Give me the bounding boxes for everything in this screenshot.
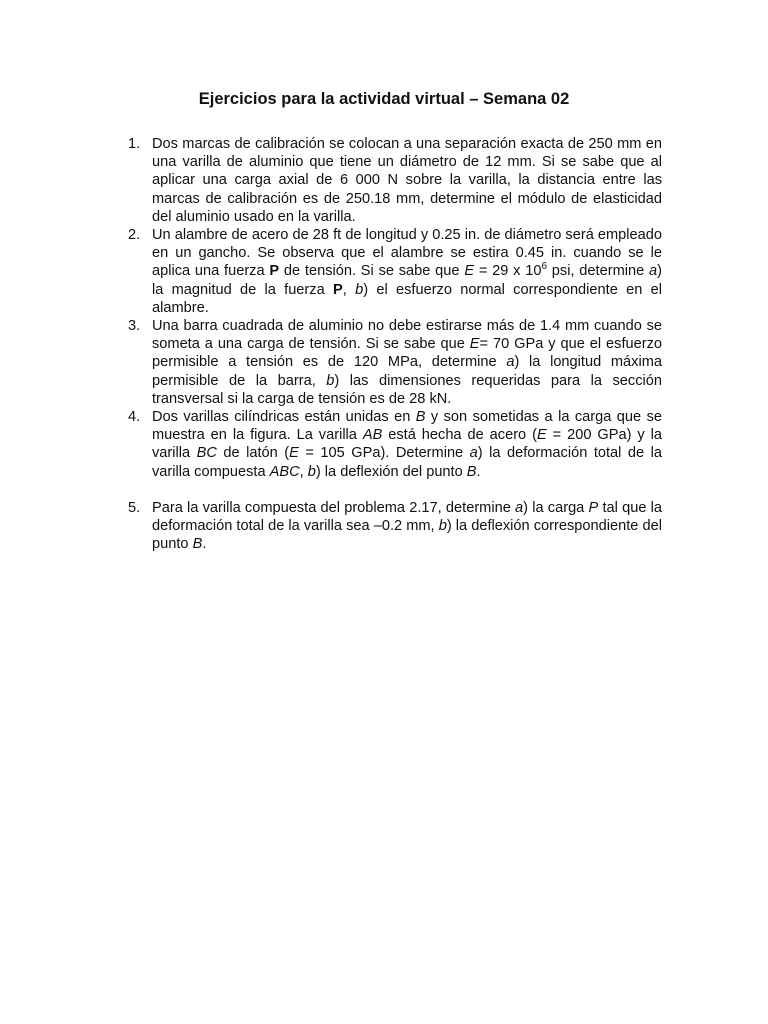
text-run: ) la magnitud de la fuerza bbox=[152, 263, 662, 298]
text-run-italic: B bbox=[415, 409, 426, 426]
text-run: , bbox=[342, 281, 356, 298]
exercise-text bbox=[152, 318, 662, 407]
text-run-italic: P bbox=[588, 499, 599, 516]
text-run-bold: P bbox=[333, 281, 343, 298]
text-run: . bbox=[476, 463, 481, 480]
exercise-1 bbox=[122, 135, 662, 226]
text-run-bold: P bbox=[269, 263, 280, 280]
text-run-italic: a bbox=[469, 445, 478, 462]
exercise-2 bbox=[122, 226, 662, 317]
exercise-5 bbox=[122, 499, 662, 554]
text-run: = 29 x 10 bbox=[474, 263, 542, 280]
text-run: de tensión. Si se sabe que bbox=[279, 263, 465, 280]
text-run-italic: a bbox=[515, 499, 524, 516]
text-run-italic: E bbox=[464, 263, 475, 280]
exercise-number: 1. bbox=[128, 136, 141, 152]
text-run-italic: E bbox=[289, 445, 299, 462]
text-run: de latón ( bbox=[216, 445, 290, 462]
text-run: , bbox=[299, 463, 308, 480]
exponent: 6 bbox=[541, 260, 548, 272]
text-run: Un alambre de acero de 28 ft de longitud y 0.25 in. de diámetro será empleado en un gancho. Se observa que el alambre se estira 0.45 in. cuando se le aplica una fuerza bbox=[152, 227, 662, 280]
text-run: Una barra cuadrada de aluminio no debe estirarse más de 1.4 mm cuando se someta a una carga de tensión. Si se sabe que bbox=[152, 318, 662, 353]
exercise-number: 5. bbox=[128, 499, 141, 516]
text-run: ) el esfuerzo normal correspondiente en el alambre. bbox=[152, 281, 662, 316]
text-run-italic: E bbox=[469, 336, 480, 353]
text-run-italic: BC bbox=[196, 445, 217, 462]
text-run: Para la varilla compuesta del problema 2.17, determine bbox=[152, 499, 516, 516]
text-run: ) la longitud máxima permisible de la barra, bbox=[152, 354, 662, 389]
text-run-italic: b bbox=[307, 463, 316, 480]
exercise-text bbox=[152, 500, 662, 552]
text-run: psi, determine bbox=[547, 263, 649, 280]
text-run-italic: a bbox=[648, 263, 658, 280]
text-run-italic: b bbox=[326, 372, 335, 389]
exercise-number: 4. bbox=[128, 409, 141, 426]
exercise-4 bbox=[122, 408, 662, 481]
exercise-number: 2. bbox=[128, 227, 141, 244]
text-run: está hecha de acero ( bbox=[382, 427, 537, 444]
text-run: y son sometidas a la carga que se muestra en la figura. La varilla bbox=[152, 409, 662, 444]
exercise-number: 3. bbox=[128, 318, 141, 335]
text-run: ) la deflexión del punto bbox=[315, 463, 467, 480]
text-run-italic: B bbox=[192, 536, 203, 553]
text-run: ) las dimensiones requeridas para la sección transversal si la carga de tensión es de 28 kN. bbox=[152, 372, 662, 407]
text-run: ) la deflexión correspondiente del punto bbox=[152, 518, 662, 553]
text-run: = 105 GPa). Determine bbox=[298, 445, 470, 462]
text-run: ) la deformación total de la varilla compuesta bbox=[152, 445, 662, 480]
text-run-italic: a bbox=[506, 354, 515, 371]
text-run: tal que la deformación total de la varilla sea –0.2 mm, bbox=[152, 499, 662, 535]
document-title: Ejercicios para la actividad virtual – Semana 02 bbox=[198, 90, 570, 108]
exercise-list bbox=[122, 135, 662, 553]
text-run: . bbox=[202, 536, 207, 553]
text-run-italic: b bbox=[438, 518, 447, 535]
text-run: Dos varillas cilíndricas están unidas en bbox=[152, 409, 416, 426]
text-run-italic: AB bbox=[362, 427, 383, 444]
exercise-text bbox=[152, 409, 662, 480]
text-run-italic: ABC bbox=[269, 463, 300, 480]
exercise-3 bbox=[122, 317, 662, 408]
text-run: = 70 GPa y que el esfuerzo permisible a tensión es de 120 MPa, determine bbox=[152, 336, 663, 371]
exercise-text bbox=[152, 227, 662, 316]
exercise-text: Dos marcas de calibración se colocan a una separación exacta de 250 mm en una varilla de aluminio que tiene un diámetro de 12 mm. Si se sabe que al aplicar una carga axial de 6 000 N sobre la varilla, la distancia entre las marcas de calibración es de 250.18 mm, determine el módulo de elasticidad del aluminio usado en la varilla. bbox=[152, 136, 662, 225]
text-run: ) la carga bbox=[523, 499, 589, 516]
text-run-italic: E bbox=[536, 427, 547, 444]
text-run-italic: b bbox=[355, 281, 364, 298]
text-run: = 200 GPa) y la varilla bbox=[152, 427, 663, 462]
text-run-italic: B bbox=[466, 463, 477, 480]
